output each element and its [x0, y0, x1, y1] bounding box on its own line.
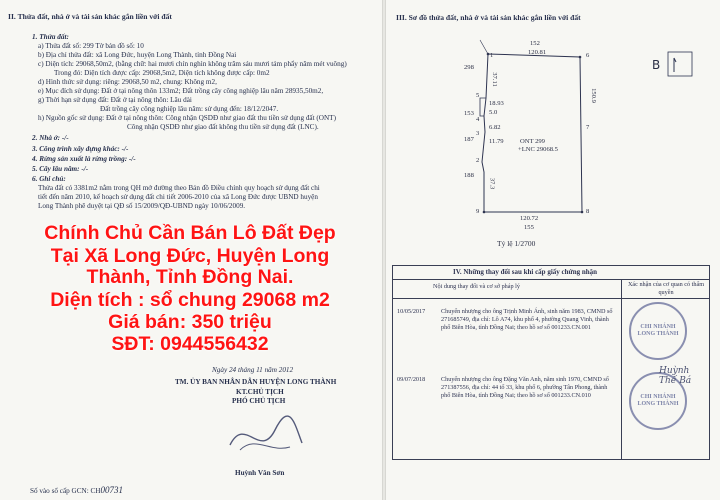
ad-line-2: Tại Xã Long Đức, Huyện Long	[50, 245, 330, 267]
issuer-line-1: TM. ỦY BAN NHÂN DÂN HUYỆN LONG THÀNH	[175, 378, 337, 386]
usage-term-2: Đất trồng cây công nghiệp lâu năm: sử dụng đến: 18/12/2047.	[100, 105, 279, 113]
note-line-3: Long Thành phê duyệt tại QĐ số 15/2009/QĐ-UBND ngày 10/06/2009.	[38, 202, 246, 210]
usage-origin-2: Công nhận QSDĐ như giao đất không thu tiền sử dụng đất (LNC).	[127, 123, 319, 131]
plan-label-top-neighbor: 152	[530, 40, 540, 47]
plan-label-edge-2: 18.93	[489, 100, 504, 107]
forest-line: 4. Rừng sản xuất là rừng trồng: -/-	[32, 155, 136, 163]
issuer-line-2: KT.CHỦ TỊCH	[236, 388, 284, 396]
usage-term: g) Thời hạn sử dụng đất: Đất ở tại nông thôn: Lâu dài	[38, 96, 192, 104]
col-header-authority: Xác nhận của cơ quan có thẩm quyền	[627, 281, 705, 296]
plan-label-left-neighbor-3: 187	[464, 136, 474, 143]
plan-label-bottom-neighbor: 155	[524, 224, 534, 231]
change-2-text: Chuyển nhượng cho ông Đặng Văn Anh, năm sinh 1970, CMND số 271387556, địa chỉ: 44 tổ 33, khu phố 6, phường Tân Phong, thành phố Biên Hòa, tỉnh Đồng Nai; theo hồ sơ số 001233.CN.010	[441, 376, 609, 399]
other-works-line: 3. Công trình xây dựng khác: -/-	[32, 145, 129, 153]
note-line-2: tiết đến năm 2010, kế hoạch sử dụng đất chi tiết 2006-2010 của xã Long Đức được UBND huyện	[38, 193, 318, 201]
plan-label-bottom-length: 120.72	[520, 215, 539, 222]
parcel-drawing	[390, 12, 708, 264]
change-2-date: 09/07/2018	[397, 376, 426, 383]
parcel-address: b) Địa chỉ thửa đất: xã Long Đức, huyện Long Thành, tỉnh Đồng Nai	[38, 51, 237, 59]
plan-label-left-neighbor-4: 188	[464, 172, 474, 179]
ad-line-3: Thành, Tỉnh Đồng Nai.	[86, 266, 294, 288]
plan-label-point-8: 8	[586, 208, 590, 215]
parcel-plan	[390, 12, 708, 264]
usage-purpose: e) Mục đích sử dụng: Đất ở tại nông thôn 133m2; Đất trồng cây công nghiệp lâu năm 28935,50m2,	[38, 87, 324, 95]
parcel-number: a) Thửa đất số: 299 Tờ bản đồ số: 10	[38, 42, 144, 50]
authority-stamp-2: CHI NHÁNH LONG THÀNH	[629, 372, 687, 430]
issuer-line-3: PHÓ CHỦ TỊCH	[232, 397, 286, 405]
section-2-title: II. Thửa đất, nhà ở và tài sản khác gắn liền với đất	[8, 12, 172, 21]
plan-label-point-2: 2	[476, 157, 480, 164]
issuer-signature	[220, 405, 310, 465]
plan-label-point-1: 1	[490, 52, 494, 59]
plan-label-right-length: 150.9	[589, 88, 597, 103]
plan-label-point-4: 4	[476, 116, 480, 123]
perennial-line: 5. Cây lâu năm: -/-	[32, 165, 89, 173]
change-1-text: Chuyển nhượng cho ông Trịnh Minh Ánh, sinh năm 1983, CMND số 271685749, địa chỉ: Lô A74, khu phố 4, phường Quang Vinh, thành phố Biên Hòa, tỉnh Đồng Nai; theo hồ sơ số 001233.CN.001	[441, 308, 613, 331]
parcel-area-label: +LNC 29068.5	[518, 146, 558, 153]
plan-scale: Tỷ lệ 1/2700	[497, 239, 536, 248]
plan-label-left-neighbor-1: 298	[464, 64, 474, 71]
plan-label-top-length: 120.81	[528, 49, 547, 56]
usage-origin: h) Nguồn gốc sử dụng: Đất ở tại nông thôn: Công nhận QSDĐ như giao đất thu tiền sử dụng đất (ONT)	[38, 114, 336, 122]
sub-heading-parcel: 1. Thửa đất:	[32, 33, 69, 41]
plan-label-point-7: 7	[586, 124, 590, 131]
ad-line-1: Chính Chủ Cần Bán Lô Đất Đẹp	[44, 222, 336, 244]
ad-line-4: Diện tích : sổ chung 29068 m2	[50, 289, 330, 311]
plan-label-point-5: 5	[476, 92, 480, 99]
plan-label-left-neighbor-2: 153	[464, 110, 474, 117]
ad-line-5: Giá bán: 350 triệu	[108, 311, 272, 333]
authority-stamp-1: CHI NHÁNH LONG THÀNH	[629, 302, 687, 360]
plan-title: III. Sơ đồ thửa đất, nhà ở và tài sản khác gắn liền với đất	[396, 13, 581, 22]
north-arrow: B	[652, 58, 661, 72]
plan-label-edge-1: 37.11	[490, 72, 498, 87]
house-line: 2. Nhà ở: -/-	[32, 134, 69, 142]
change-1-date: 10/05/2017	[397, 308, 426, 315]
issue-date: Ngày 24 tháng 11 năm 2012	[212, 366, 294, 374]
note-line-1: Thửa đất có 3381m2 nằm trong QH mở đường theo Bản đồ Điều chỉnh quy hoạch sử dụng đất chi	[38, 184, 320, 192]
parcel-area-detail: Trong đó: Diện tích được cấp: 29068,5m2, Diện tích không được cấp: 0m2	[54, 69, 270, 77]
ad-line-6: SĐT: 0944556432	[111, 333, 269, 355]
plan-label-edge-3: 5.0	[489, 109, 498, 116]
usage-form: d) Hình thức sử dụng: riêng: 29068,50 m2, chung: Không m2,	[38, 78, 217, 86]
plan-label-point-9: 9	[476, 208, 480, 215]
col-header-content: Nội dung thay đổi và cơ sở pháp lý	[433, 283, 520, 290]
authority-signature: Huỳnh Thế Bá	[659, 366, 692, 386]
notes-heading: 6. Ghi chú:	[32, 175, 66, 183]
signer-name: Huỳnh Văn Sơn	[235, 469, 285, 477]
changes-table-title: IV. Những thay đổi sau khi cấp giấy chứng nhận	[453, 268, 598, 276]
changes-table	[392, 265, 710, 460]
parcel-area: c) Diện tích: 29068,50m2, (bằng chữ: hai mươi chín nghìn không trăm sáu mươi tám phẩy năm mét vuông)	[38, 60, 347, 68]
page-fold	[382, 0, 386, 500]
plan-label-edge-4: 6.82	[489, 124, 501, 131]
parcel-id-label: ONT 299	[520, 138, 545, 145]
plan-label-edge-6: 37.3	[488, 177, 496, 190]
plan-label-point-3: 3	[476, 130, 480, 137]
registry-number: Số vào sổ cấp GCN: CH00731	[30, 485, 123, 495]
plan-label-point-6: 6	[586, 52, 590, 59]
plan-label-edge-5: 11.79	[489, 138, 504, 145]
